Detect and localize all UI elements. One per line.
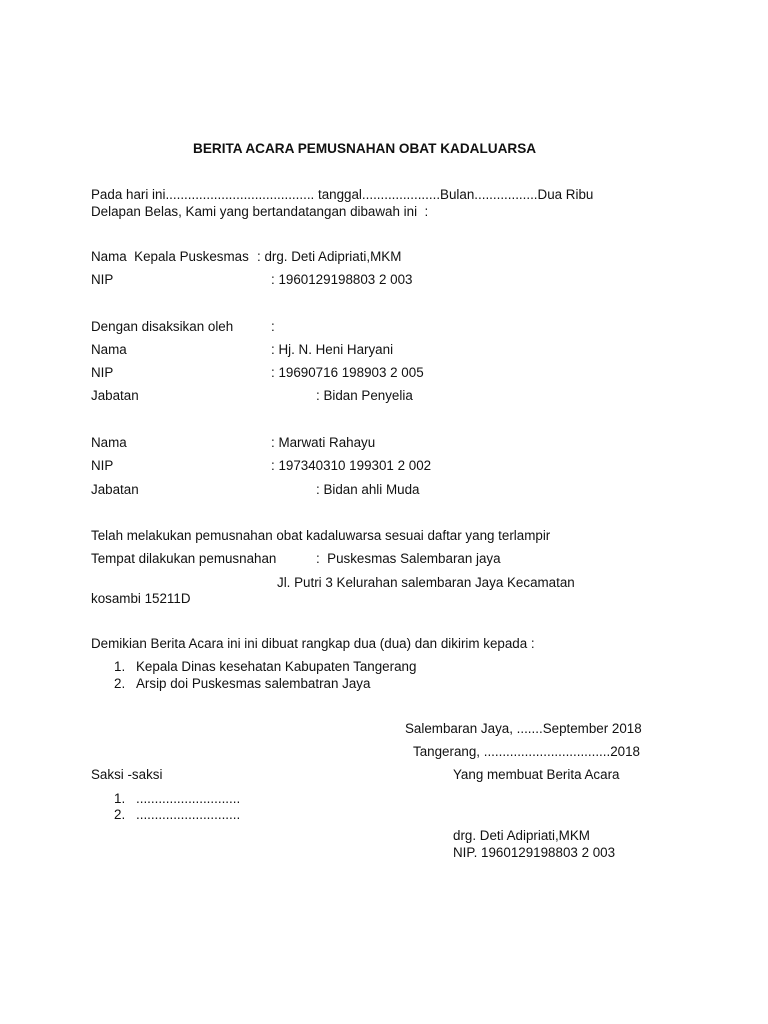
witness-heading-label: Dengan disaksikan oleh — [91, 319, 234, 334]
closing-text: Demikian Berita Acara ini ini dibuat rangkap dua (dua) dan dikirim kepada : — [91, 636, 535, 651]
intro-line-2: Delapan Belas, Kami yang bertandatangan dibawah ini : — [91, 204, 429, 219]
saksi-label: Saksi -saksi — [91, 767, 163, 782]
recipient-number: 2. — [114, 676, 126, 691]
maker-label: Yang membuat Berita Acara — [453, 767, 620, 782]
witness1-jabatan-label: Jabatan — [91, 388, 139, 403]
witness1-name-label: Nama — [91, 342, 127, 357]
head-nip-label: NIP — [91, 272, 114, 287]
witness2-jabatan-value: : Bidan ahli Muda — [316, 482, 420, 497]
witness2-nip-label: NIP — [91, 458, 114, 473]
place-address-line-2: kosambi 15211D — [91, 591, 191, 606]
witness2-nip-value: : 197340310 199301 2 002 — [271, 458, 432, 473]
witness1-name-value: : Hj. N. Heni Haryani — [271, 342, 394, 357]
signer-nip: NIP. 1960129198803 2 003 — [453, 845, 616, 860]
place-address-line-1: Jl. Putri 3 Kelurahan salembaran Jaya Kecamatan — [277, 575, 575, 590]
recipient-text: Kepala Dinas kesehatan Kabupaten Tangerang — [136, 659, 417, 674]
date-line-2: Tangerang, ..................................2018 — [413, 744, 641, 759]
recipient-number: 1. — [114, 659, 126, 674]
date-line-1: Salembaran Jaya, .......September 2018 — [405, 721, 642, 736]
witness1-nip-label: NIP — [91, 365, 114, 380]
saksi-line-number: 1. — [114, 791, 126, 806]
signer-name: drg. Deti Adipriati,MKM — [453, 828, 590, 843]
witness1-nip-value: : 19690716 198903 2 005 — [271, 365, 424, 380]
place-value: : Puskesmas Salembaran jaya — [316, 551, 501, 566]
saksi-line-number: 2. — [114, 807, 126, 822]
head-name-value: : drg. Deti Adipriati,MKM — [257, 249, 402, 264]
witness2-name-value: : Marwati Rahayu — [271, 435, 376, 450]
head-name-label: Nama Kepala Puskesmas — [91, 249, 249, 264]
witness2-name-label: Nama — [91, 435, 127, 450]
saksi-line-dots: ............................ — [136, 807, 241, 822]
head-nip-value: : 1960129198803 2 003 — [271, 272, 413, 287]
saksi-line-dots: ............................ — [136, 791, 241, 806]
statement-text: Telah melakukan pemusnahan obat kadaluwarsa sesuai daftar yang terlampir — [91, 528, 551, 543]
witness1-jabatan-value: : Bidan Penyelia — [316, 388, 413, 403]
place-label: Tempat dilakukan pemusnahan — [91, 551, 277, 566]
intro-line-1: Pada hari ini........................................ tanggal.....................Bulan.................Dua Ribu — [91, 187, 594, 202]
document-title: BERITA ACARA PEMUSNAHAN OBAT KADALUARSA — [193, 141, 537, 156]
recipient-text: Arsip doi Puskesmas salembatran Jaya — [136, 676, 371, 691]
witness2-jabatan-label: Jabatan — [91, 482, 139, 497]
witness-heading-colon: : — [271, 319, 275, 334]
